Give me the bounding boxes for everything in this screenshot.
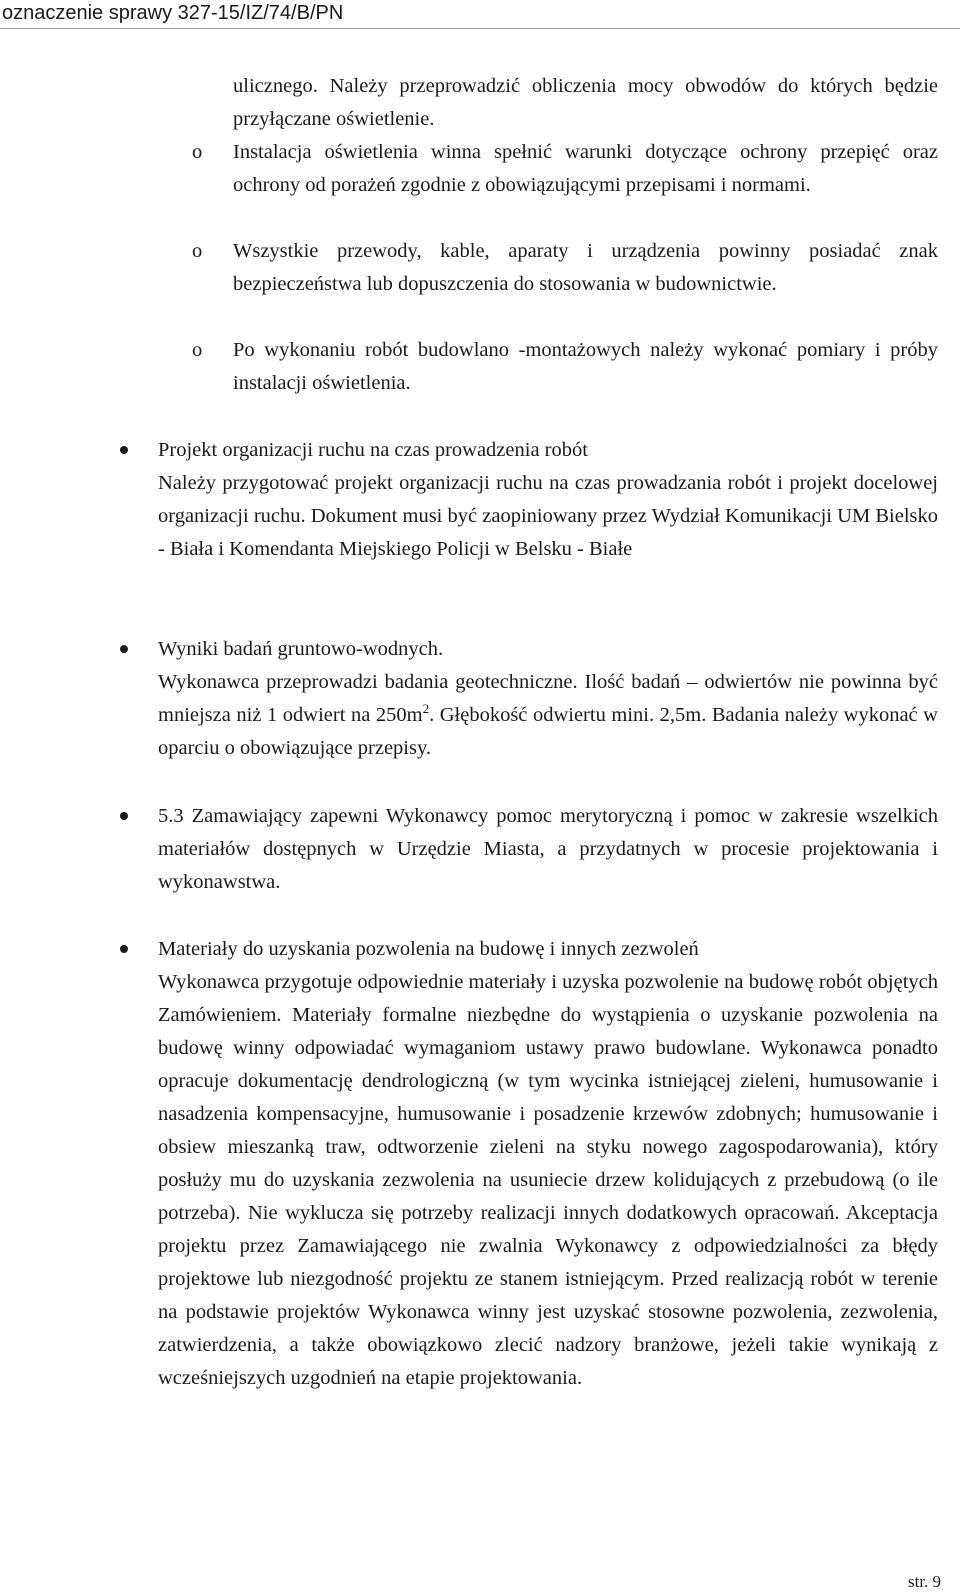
sub-item: Instalacja oświetlenia winna spełnić warunki dotyczące ochrony przepięć oraz ochrony od porażeń zgodnie z obowiązującymi przepisami i normami. — [233, 141, 938, 196]
section-body — [158, 666, 938, 765]
bullet-icon — [120, 446, 128, 454]
page-number: str. 9 — [908, 1572, 942, 1591]
section-heading: Projekt organizacji ruchu na czas prowadzenia robót — [158, 439, 588, 461]
page-header — [0, 0, 960, 29]
list-marker: o — [192, 141, 203, 163]
superscript: 2 — [422, 701, 430, 717]
list-marker: o — [192, 339, 203, 361]
sub-item: Po wykonaniu robót budowlano -montażowych należy wykonać pomiary i próby instalacji oświetlenia. — [233, 339, 938, 394]
bullet-icon — [120, 812, 128, 820]
sub-item: Wszystkie przewody, kable, aparaty i urządzenia powinny posiadać znak bezpieczeństwa lub dopuszczenia do stosowania w budownictwie. — [233, 240, 938, 295]
section-heading: Materiały do uzyskania pozwolenia na budowę i innych zezwoleń — [158, 938, 699, 960]
sub-item-continuation: ulicznego. Należy przeprowadzić obliczenia mocy obwodów do których będzie przyłączane oświetlenie. — [233, 75, 938, 130]
section-body-part: Wykonawca przeprowadzi badania geotechniczne. Ilość badań – odwiertów nie powinna być mniejsza niż 1 odwiert na 250m — [158, 671, 938, 726]
section-body: Należy przygotować projekt organizacji ruchu na czas prowadzania robót i projekt docelowej organizacji ruchu. Dokument musi być zaopiniowany przez Wydział Komunikacji UM Bielsko - Biała i Komendanta Miejskiego Policji w Belsku - Białe — [158, 472, 938, 560]
section-body: Wykonawca przygotuje odpowiednie materiały i uzyska pozwolenie na budowę robót objętych Zamówieniem. Materiały formalne niezbędne do wystąpienia o uzyskanie pozwolenia na budowę winny odpowiadać wymaganiom ustawy prawo budowlane. Wykonawca ponadto opracuje dokumentację dendrologiczną (w tym wycinka istniejącej zieleni, humusowanie i nasadzenia kompensacyjne, humusowanie i posadzenie krzewów zdobnych; humusowanie i obsiew mieszanką traw, odtworzenie zieleni na styku nowego zagospodarowania), który posłuży mu do uzyskania zezwolenia na usuniecie drzew kolidujących z przebudową (o ile potrzeba). Nie wyklucza się potrzeby realizacji innych dodatkowych opracowań. Akceptacja projektu przez Zamawiającego nie zwalnia Wykonawcy z odpowiedzialności za błędy projektowe lub niezgodność projektu ze stanem istniejącym. Przed realizacją robót w terenie na podstawie projektów Wykonawca winny jest uzyskać stosowne pozwolenia, zezwolenia, zatwierdzenia, a także obowiązkowo zlecić nadzory branżowe, jeżeli takie wynikają z wcześniejszych uzgodnień na etapie projektowania. — [158, 971, 938, 1389]
bullet-icon — [120, 945, 128, 953]
section-heading: Wyniki badań gruntowo-wodnych. — [158, 638, 444, 660]
bullet-icon — [120, 645, 128, 653]
section-body-part: . Głębokość odwiertu mini. 2,5m. Badania należy wykonać w oparciu o obowiązujące przepisy. — [158, 704, 938, 759]
section-body: 5.3 Zamawiający zapewni Wykonawcy pomoc merytoryczną i pomoc w zakresie wszelkich materiałów dostępnych w Urzędzie Miasta, a przydatnych w procesie projektowania i wykonawstwa. — [158, 805, 938, 893]
case-number: oznaczenie sprawy 327-15/IZ/74/B/PN — [2, 2, 344, 24]
list-marker: o — [192, 240, 203, 262]
